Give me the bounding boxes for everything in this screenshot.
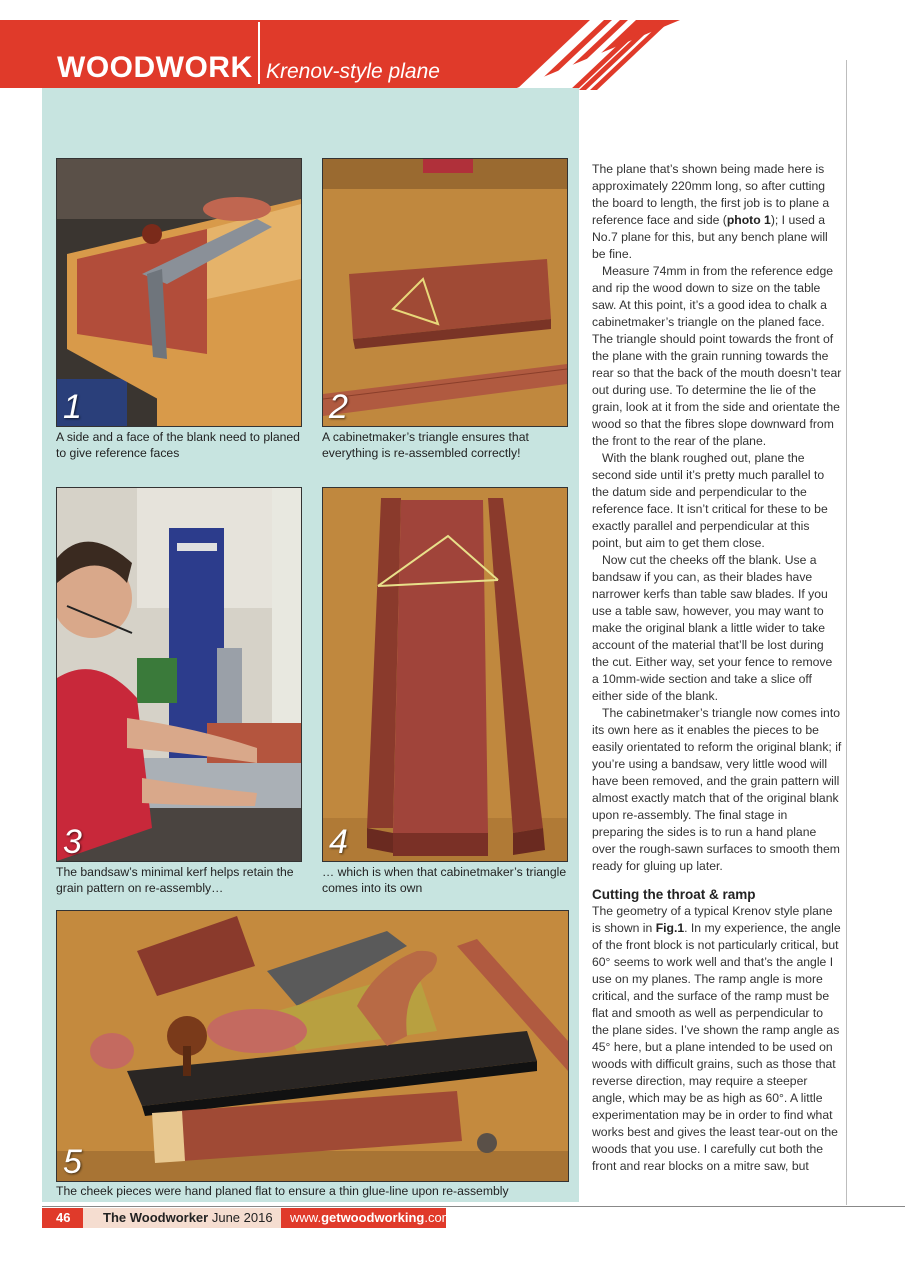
photo-number: 1 [63, 388, 82, 426]
photo-caption: … which is when that cabinetmaker’s triangle comes into its own [322, 865, 567, 895]
paragraph: The plane that’s shown being made here is approximately 220mm long, so after cutting the board to length, the first job is to plane a reference face and side (photo 1); I used a No.7 plane for this, but any bench plane will be fine. [592, 162, 830, 261]
photo-number: 4 [329, 823, 348, 861]
article-topic: Krenov-style plane [266, 60, 440, 83]
article-body [592, 161, 842, 1175]
website-link[interactable]: www.getwoodworking.com [281, 1208, 446, 1228]
photo-caption: A side and a face of the blank need to planed to give reference faces [56, 430, 300, 460]
magazine-issue: The Woodworker June 2016 [83, 1208, 281, 1228]
photo-3 [56, 487, 302, 862]
paragraph: Measure 74mm in from the reference edge and rip the wood down to size on the table saw. At this point, it’s a good idea to chalk a cabinetmaker’s triangle on the planed face. The triangle should point towards the front of the plane with the grain running towards the rear so that the back of the mouth doesn’t tear out during use. To determine the lie of the grain, look at it from the side and orientate the wood so that the fibres slope downward from the front to the rear of the plane. [592, 264, 842, 448]
paragraph: The cabinetmaker’s triangle now comes into its own here as it enables the pieces to be easily orientated to reform the original blank; if you’re using a bandsaw, very little wood will have been removed, and the grain pattern will almost exactly match that of the original blank upon re-assembly. The final stage in preparing the sides is to run a hand plane over the rough-sawn surfaces to smooth them ready for gluing up later. [592, 706, 842, 873]
page-number: 46 [42, 1208, 83, 1228]
figure-reference: Fig.1 [655, 921, 685, 935]
photo-number: 5 [63, 1143, 82, 1181]
photo-caption: The bandsaw’s minimal kerf helps retain the grain pattern on re-assembly… [56, 865, 294, 895]
paragraph: Now cut the cheeks off the blank. Use a bandsaw if you can, as their blades have narrower kerfs than table saw blades. If you use a table saw, however, you may want to make the original blank a little wider to take account of the material that’ll be lost during the cut. Either way, set your fence to remove a 10mm-wide section and take a slice off either side of the blank. [592, 553, 833, 703]
header-stripes-decoration [470, 20, 680, 90]
photo-number: 3 [63, 823, 82, 861]
photo-caption: A cabinetmaker’s triangle ensures that everything is re-assembled correctly! [322, 430, 529, 460]
photo-5 [56, 910, 569, 1182]
header-divider [258, 22, 260, 84]
paragraph: With the blank roughed out, plane the second side until it’s pretty much parallel to the datum side and perpendicular to the reference face. It isn’t critical for these to be exactly parallel and perpendicular at this point, but aim to get them close. [592, 451, 828, 550]
paragraph: The geometry of a typical Krenov style plane is shown in Fig.1. In my experience, the angle of the front block is not particularly critical, but 60° seems to work well and that’s the angle I use on my planes. The ramp angle is more critical, and the surface of the ramp must be flat and smooth as well as perpendicular to the plane sides. I’ve shown the ramp angle as 45° here, but a plane intended to be used on woods with difficult grains, such as those that reverse direction, may require a steeper angle, which may be as high as 60°. A little experimentation may be in order to find what works best and gives the least tear-out on the woods that you use. I carefully cut both the front and rear blocks on a mitre saw, but [592, 904, 841, 1173]
photo-caption: The cheek pieces were hand planed flat to ensure a thin glue-line upon re-assembly [56, 1184, 509, 1198]
photo-number: 2 [329, 388, 348, 426]
photo-2 [322, 158, 568, 427]
column-rule [846, 60, 847, 1205]
section-heading: Cutting the throat & ramp [592, 887, 756, 902]
section-title: WOODWORK [57, 51, 253, 84]
photo-1 [56, 158, 302, 427]
photo-reference: photo 1 [726, 213, 771, 227]
photo-4 [322, 487, 568, 862]
footer-rule [42, 1206, 905, 1207]
